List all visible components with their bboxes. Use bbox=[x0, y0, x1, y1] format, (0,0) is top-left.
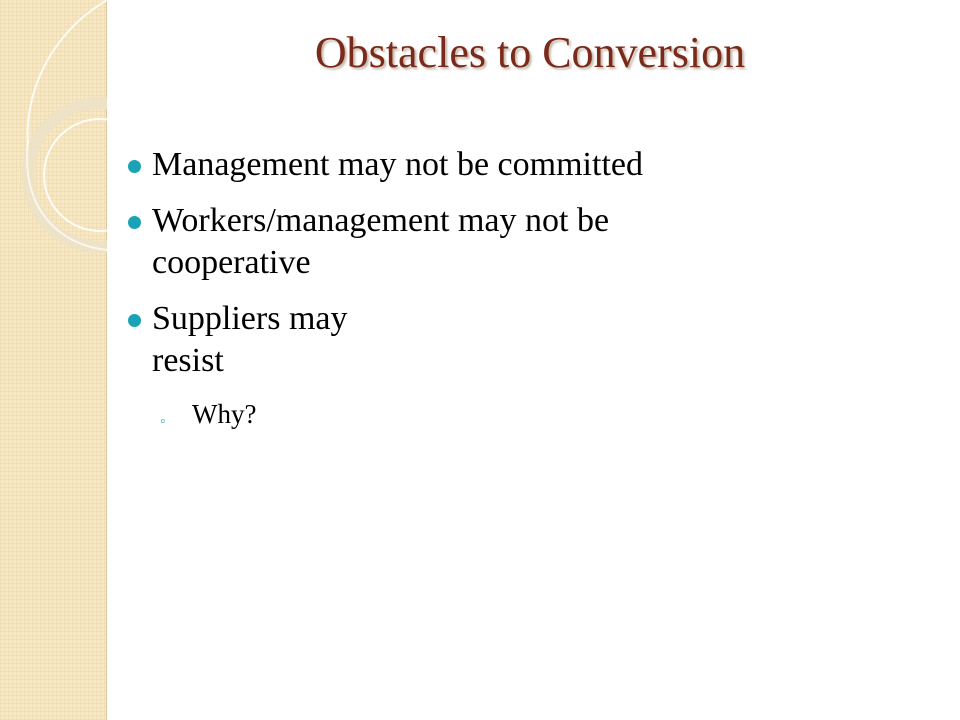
bullet-icon bbox=[128, 216, 141, 229]
slide-title: Obstacles to Conversion bbox=[314, 28, 746, 77]
bullet-item bbox=[124, 298, 844, 382]
bullet-item bbox=[124, 144, 844, 186]
bullet-item bbox=[124, 200, 844, 284]
bullet-icon bbox=[128, 160, 141, 173]
bullet-text: Suppliers may bbox=[152, 300, 348, 337]
bullet-list bbox=[124, 144, 844, 432]
decorative-ring-icon bbox=[0, 0, 107, 720]
bullet-text-continued: resist bbox=[152, 342, 224, 379]
sub-bullet-icon: ◦ bbox=[160, 413, 166, 430]
sub-bullet-text: Why? bbox=[192, 399, 257, 429]
bullet-icon bbox=[128, 314, 141, 327]
bullet-text-continued: cooperative bbox=[152, 244, 311, 281]
bullet-text: Workers/management may not be bbox=[152, 202, 610, 239]
sub-bullet-item bbox=[124, 396, 844, 432]
bullet-text: Management may not be committed bbox=[152, 146, 643, 183]
